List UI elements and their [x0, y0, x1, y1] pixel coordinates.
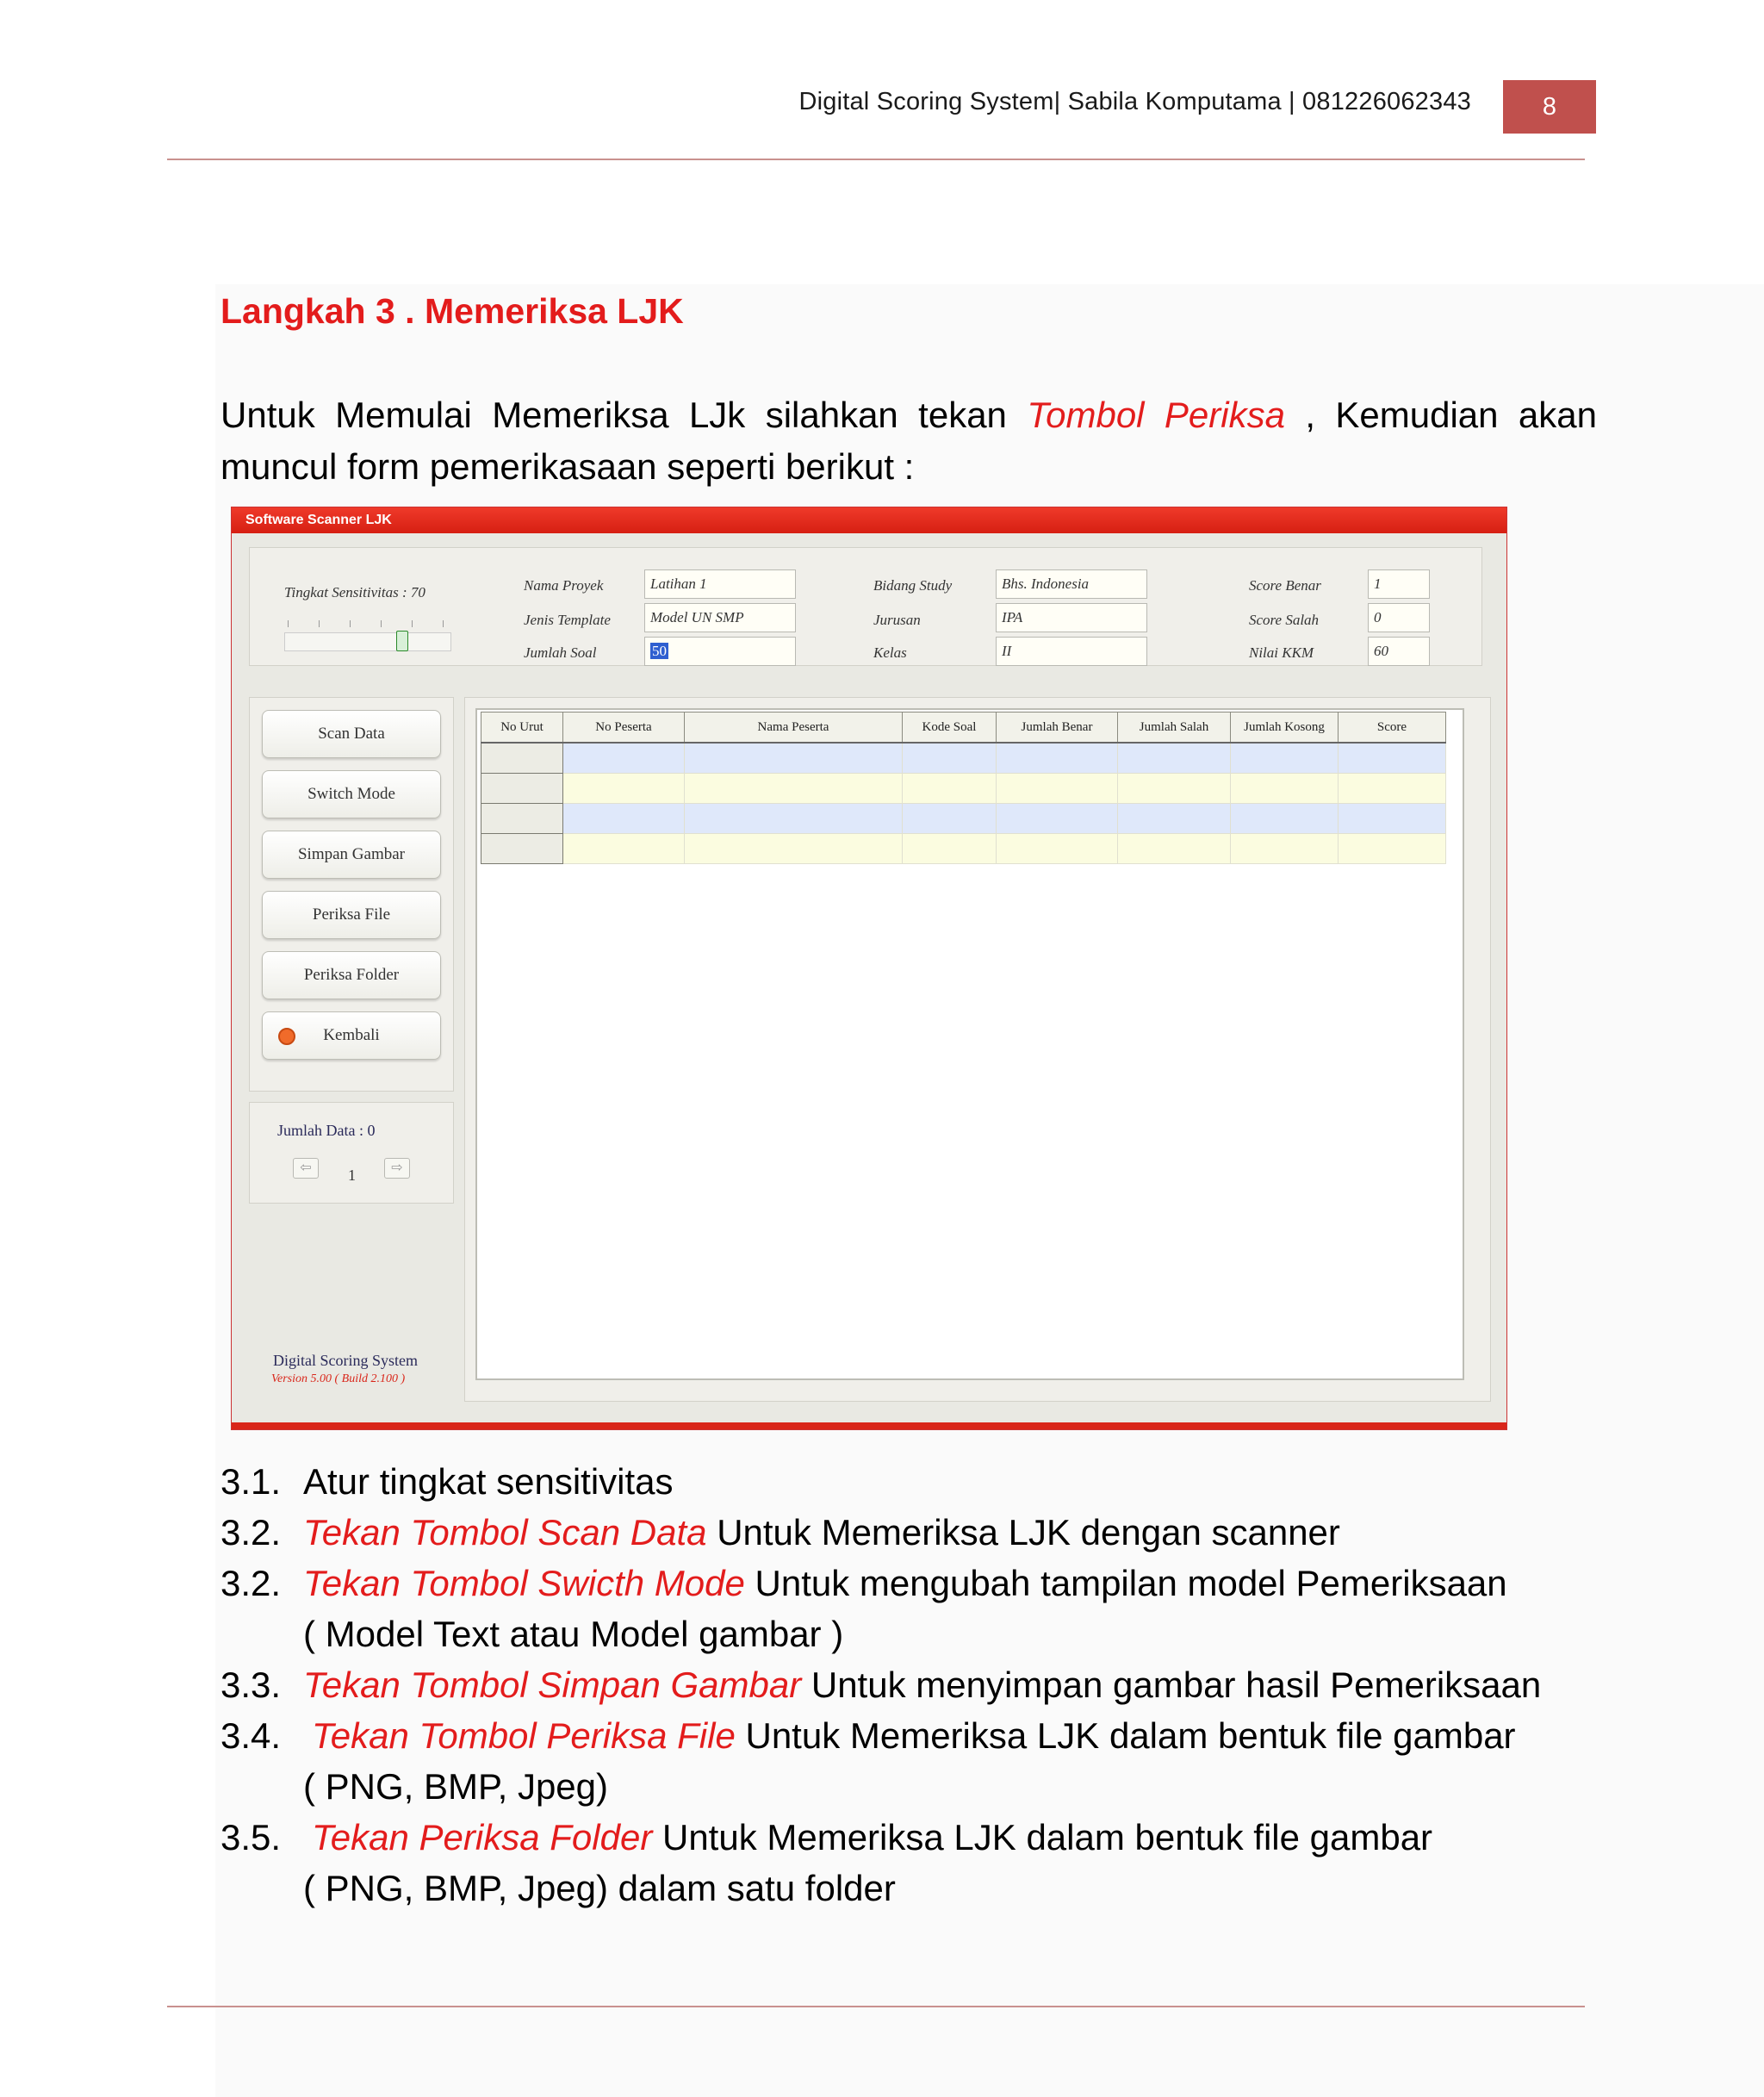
slider-tick — [350, 620, 351, 627]
table-cell[interactable] — [563, 743, 685, 774]
step-rest: Untuk Memeriksa LJK dengan scanner — [706, 1512, 1340, 1553]
step-continuation: ( PNG, BMP, Jpeg) — [303, 1766, 609, 1807]
step-number: 3.2. — [220, 1563, 282, 1603]
column-header[interactable]: No Peserta — [563, 712, 685, 744]
step-emphasis: Tekan Tombol Periksa File — [312, 1715, 736, 1756]
step-rest: Untuk Memeriksa LJK dalam bentuk file gambar — [652, 1817, 1433, 1857]
scan-data-button[interactable]: Scan Data — [262, 710, 441, 758]
table-cell[interactable] — [1231, 774, 1339, 804]
column-header[interactable]: Kode Soal — [903, 712, 997, 744]
slider-tick — [412, 620, 413, 627]
periksa-file-button[interactable]: Periksa File — [262, 891, 441, 939]
table-row[interactable] — [481, 804, 1446, 834]
data-count-panel — [249, 1102, 454, 1204]
table-cell[interactable] — [1118, 834, 1231, 864]
table-cell[interactable] — [1231, 834, 1339, 864]
action-panel — [249, 697, 454, 1092]
row-header[interactable] — [481, 774, 563, 804]
table-row[interactable] — [481, 774, 1446, 804]
table-cell[interactable] — [903, 774, 997, 804]
table-cell[interactable] — [903, 834, 997, 864]
table-cell[interactable] — [997, 834, 1118, 864]
step-number: 3.1. — [220, 1461, 282, 1502]
slider-tick — [288, 620, 289, 627]
sensitivity-slider-track[interactable] — [284, 632, 451, 651]
table-cell[interactable] — [1339, 743, 1446, 774]
results-panel — [464, 697, 1491, 1402]
column-header[interactable]: Jumlah Salah — [1118, 712, 1231, 744]
table-cell[interactable] — [1339, 834, 1446, 864]
running-header: Digital Scoring System| Sabila Komputama | 081226062343 — [798, 88, 1471, 115]
intro-paragraph — [220, 389, 1597, 441]
app-window — [231, 507, 1507, 1430]
row-header[interactable] — [481, 834, 563, 864]
brand-label: Digital Scoring System — [273, 1352, 418, 1369]
jumlah-soal-label: Jumlah Soal — [524, 644, 597, 661]
bidang-study-label: Bidang Study — [873, 577, 953, 594]
step-text — [312, 1812, 1432, 1863]
table-cell[interactable] — [1118, 743, 1231, 774]
kembali-label: Kembali — [323, 1026, 380, 1044]
intro-line-2: muncul form pemerikasaan seperti berikut : — [220, 446, 915, 487]
step-continuation: ( Model Text atau Model gambar ) — [303, 1614, 844, 1654]
sensitivity-label: Tingkat Sensitivitas : 70 — [284, 584, 425, 600]
step-emphasis: Tekan Tombol Swicth Mode — [303, 1563, 745, 1603]
table-cell[interactable] — [563, 804, 685, 834]
step-rest: Untuk menyimpan gambar hasil Pemeriksaan — [801, 1665, 1542, 1705]
column-header[interactable]: Score — [1339, 712, 1446, 744]
step-text — [303, 1558, 1507, 1609]
table-row[interactable] — [481, 834, 1446, 864]
table-row[interactable] — [481, 743, 1446, 774]
table-cell[interactable] — [685, 774, 903, 804]
jurusan-field[interactable]: IPA — [996, 603, 1147, 632]
step-text — [303, 1456, 674, 1507]
step-plain: Atur tingkat sensitivitas — [303, 1461, 674, 1502]
row-header[interactable] — [481, 804, 563, 834]
table-cell[interactable] — [997, 774, 1118, 804]
table-cell[interactable] — [1118, 804, 1231, 834]
row-header[interactable] — [481, 743, 563, 774]
results-grid[interactable] — [475, 708, 1464, 1380]
jurusan-label: Jurusan — [873, 612, 921, 628]
table-cell[interactable] — [903, 804, 997, 834]
table-cell[interactable] — [1118, 774, 1231, 804]
step-emphasis: Tekan Tombol Scan Data — [303, 1512, 707, 1553]
intro-emphasis: Tombol Periksa — [1027, 395, 1285, 435]
step-text — [303, 1507, 1340, 1558]
kembali-button[interactable] — [262, 1011, 441, 1060]
version-label: Version 5.00 ( Build 2.100 ) — [271, 1372, 406, 1385]
page-number-badge: 8 — [1503, 80, 1596, 134]
jenis-template-label: Jenis Template — [524, 612, 611, 628]
settings-panel — [249, 547, 1482, 666]
slider-tick — [443, 620, 444, 627]
jumlah-data-label: Jumlah Data : 0 — [277, 1122, 376, 1139]
table-cell[interactable] — [1339, 774, 1446, 804]
score-benar-field[interactable]: 1 — [1368, 569, 1430, 599]
step-emphasis: Tekan Tombol Simpan Gambar — [303, 1665, 802, 1705]
table-cell[interactable] — [1231, 804, 1339, 834]
step-emphasis: Tekan Periksa Folder — [312, 1817, 653, 1857]
table-cell[interactable] — [563, 774, 685, 804]
step-number: 3.4. — [220, 1715, 282, 1756]
table-cell[interactable] — [685, 743, 903, 774]
jumlah-soal-field[interactable] — [644, 637, 796, 666]
table-cell[interactable] — [685, 834, 903, 864]
step-number: 3.2. — [220, 1512, 282, 1553]
step-text — [303, 1659, 1541, 1710]
nama-proyek-field[interactable]: Latihan 1 — [644, 569, 796, 599]
simpan-gambar-button[interactable]: Simpan Gambar — [262, 831, 441, 879]
nilai-kkm-label: Nilai KKM — [1249, 644, 1314, 661]
slider-tick — [381, 620, 382, 627]
nilai-kkm-field[interactable]: 60 — [1368, 637, 1430, 666]
kelas-label: Kelas — [873, 644, 907, 661]
header-rule — [167, 159, 1585, 160]
jenis-template-field[interactable]: Model UN SMP — [644, 603, 796, 632]
score-salah-label: Score Salah — [1249, 612, 1320, 628]
page-index: 1 — [348, 1167, 356, 1184]
column-header[interactable]: No Urut — [481, 712, 563, 744]
score-benar-label: Score Benar — [1249, 577, 1321, 594]
slider-tick — [319, 620, 320, 627]
stop-icon — [278, 1028, 295, 1045]
table-cell[interactable] — [685, 804, 903, 834]
next-arrow-icon[interactable]: ⇨ — [384, 1158, 410, 1179]
previous-arrow-icon[interactable]: ⇦ — [293, 1158, 319, 1179]
step-continuation: ( PNG, BMP, Jpeg) dalam satu folder — [303, 1868, 896, 1908]
periksa-folder-button[interactable]: Periksa Folder — [262, 951, 441, 999]
app-bottom-bar — [232, 1422, 1506, 1429]
step-number: 3.5. — [220, 1817, 282, 1857]
kelas-field[interactable]: II — [996, 637, 1147, 666]
table-cell[interactable] — [1231, 743, 1339, 774]
column-header[interactable]: Nama Peserta — [685, 712, 903, 744]
intro-after: , Kemudian akan — [1305, 395, 1597, 435]
section-heading: Langkah 3 . Memeriksa LJK — [220, 291, 684, 331]
nama-proyek-label: Nama Proyek — [524, 577, 604, 594]
score-salah-field[interactable]: 0 — [1368, 603, 1430, 632]
step-number: 3.3. — [220, 1665, 282, 1705]
results-table — [481, 712, 1446, 864]
footer-rule — [167, 2006, 1585, 2007]
column-header[interactable]: Jumlah Benar — [997, 712, 1118, 744]
table-cell[interactable] — [903, 743, 997, 774]
intro-before: Untuk Memulai Memeriksa LJk silahkan tekan — [220, 395, 1007, 435]
table-cell[interactable] — [997, 804, 1118, 834]
table-cell[interactable] — [997, 743, 1118, 774]
table-cell[interactable] — [1339, 804, 1446, 834]
sensitivity-slider-thumb[interactable] — [396, 631, 408, 651]
step-rest: Untuk mengubah tampilan model Pemeriksaan — [744, 1563, 1507, 1603]
column-header[interactable]: Jumlah Kosong — [1231, 712, 1339, 744]
table-cell[interactable] — [563, 834, 685, 864]
bidang-study-field[interactable]: Bhs. Indonesia — [996, 569, 1147, 599]
step-rest: Untuk Memeriksa LJK dalam bentuk file gambar — [735, 1715, 1516, 1756]
switch-mode-button[interactable]: Switch Mode — [262, 770, 441, 818]
app-title-bar: Software Scanner LJK — [232, 507, 1506, 533]
step-text — [312, 1710, 1516, 1761]
jumlah-soal-value: 50 — [652, 643, 667, 659]
